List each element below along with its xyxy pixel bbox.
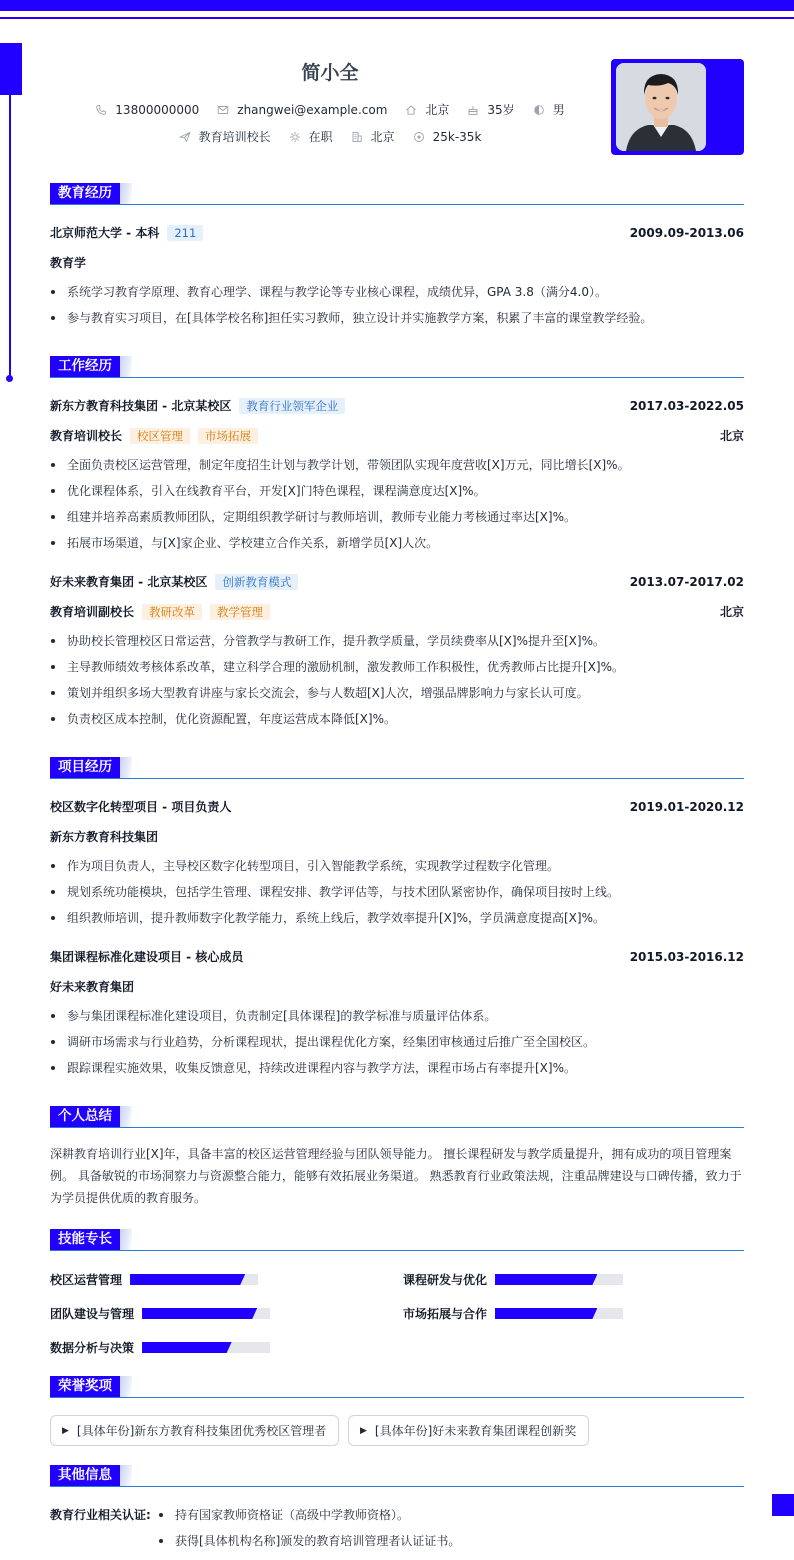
education-section-header — [50, 183, 744, 205]
project-1-header — [50, 798, 744, 815]
work-1-role-tag: 市场拓展 — [198, 428, 258, 444]
target-position-text: 教育培训校长 — [198, 130, 271, 144]
education-section-title: 教育经历 — [50, 183, 120, 204]
list-item: 跟踪课程实施效果，收集反馈意见，持续改进课程内容与教学方法，课程市场占有率提升[X]%。 — [50, 1055, 744, 1081]
money-icon — [413, 131, 425, 143]
education-major-row — [50, 254, 744, 271]
work-entry-2-header — [50, 573, 744, 590]
skill-bar — [130, 1274, 258, 1285]
contact-row — [0, 101, 660, 118]
skill-fill — [495, 1274, 597, 1285]
skill-item — [50, 1305, 270, 1322]
projects-section-title: 项目经历 — [50, 757, 120, 778]
job-intent-row — [0, 128, 660, 145]
awards-section-title: 荣誉奖项 — [50, 1376, 120, 1397]
status-gear-icon — [289, 131, 301, 143]
section-title-tail — [120, 1376, 132, 1397]
work-1-bullets — [50, 452, 744, 556]
send-icon — [179, 131, 191, 143]
project-1-org: 新东方教育科技集团 — [50, 830, 159, 844]
education-bullets — [50, 279, 744, 331]
other-list — [158, 1502, 460, 1554]
project-1-dates: 2019.01-2020.12 — [629, 799, 744, 814]
left-timeline-dot — [6, 375, 13, 382]
cake-icon — [467, 104, 479, 116]
project-2-org: 好未来教育集团 — [50, 980, 135, 994]
work-2-role: 教育培训副校长 — [50, 605, 135, 619]
list-item: 主导教师绩效考核体系改革，建立科学合理的激励机制，激发教师工作积极性，优秀教师占比提升[X]%。 — [50, 654, 744, 680]
education-tag: 211 — [167, 225, 203, 241]
skill-item — [403, 1271, 623, 1288]
section-title-tail — [120, 1465, 132, 1486]
summary-section-title: 个人总结 — [50, 1106, 120, 1127]
home-icon — [405, 104, 417, 116]
bottom-right-accent-block — [772, 1494, 794, 1516]
gender-text: 男 — [552, 103, 565, 117]
location-text: 北京 — [425, 103, 450, 117]
education-major: 教育学 — [50, 256, 87, 270]
work-2-dates: 2013.07-2017.02 — [629, 574, 744, 589]
skill-bar — [495, 1308, 623, 1319]
age-item — [467, 101, 514, 118]
skill-name: 校区运营管理 — [50, 1273, 123, 1287]
skills-section-header — [50, 1229, 744, 1251]
gender-icon — [533, 104, 545, 116]
work-2-role-tag: 教研改革 — [142, 604, 202, 620]
list-item: 参与集团课程标准化建设项目，负责制定[具体课程]的教学标准与质量评估体系。 — [50, 1003, 744, 1029]
skill-item — [50, 1339, 270, 1356]
project-2-dates: 2015.03-2016.12 — [629, 949, 744, 964]
skill-item — [403, 1305, 623, 1322]
summary-section-header — [50, 1106, 744, 1128]
project-2-org-row — [50, 978, 744, 995]
target-city-item — [351, 128, 395, 145]
work-2-company: 好未来教育集团 - 北京某校区 — [50, 575, 208, 589]
work-1-role-tag: 校区管理 — [130, 428, 190, 444]
skills-section-title: 技能专长 — [50, 1229, 120, 1250]
other-section-title: 其他信息 — [50, 1465, 120, 1486]
list-item: 策划并组织多场大型教育讲座与家长交流会，参与人数超[X]人次，增强品牌影响力与家长认可度。 — [50, 680, 744, 706]
list-item: 规划系统功能模块，包括学生管理、课程安排、教学评估等，与技术团队紧密协作，确保项目按时上线。 — [50, 879, 744, 905]
salary-text: 25k-35k — [432, 129, 482, 144]
list-item: 协助校长管理校区日常运营，分管教学与教研工作，提升教学质量，学员续费率从[X]%提升至[X]%。 — [50, 628, 744, 654]
list-item: 获得[具体机构名称]颁发的教育培训管理者认证证书。 — [158, 1528, 460, 1554]
skill-bar — [142, 1308, 270, 1319]
award-text: [具体年份]好未来教育集团课程创新奖 — [374, 1424, 577, 1438]
education-dates: 2009.09-2013.06 — [629, 225, 744, 240]
award-text: [具体年份]新东方教育科技集团优秀校区管理者 — [76, 1424, 327, 1438]
building-icon — [351, 131, 363, 143]
skill-fill — [142, 1308, 257, 1319]
work-section-header — [50, 356, 744, 378]
education-school: 北京师范大学 - 本科 — [50, 226, 160, 240]
skill-bar — [495, 1274, 623, 1285]
other-section-header — [50, 1465, 744, 1487]
work-2-bullets — [50, 628, 744, 732]
status-item — [289, 128, 333, 145]
top-accent-bar — [0, 0, 794, 11]
list-item: 组织教师培训，提升教师数字化教学能力，系统上线后，教学效率提升[X]%，学员满意度提高[X]%。 — [50, 905, 744, 931]
skill-name: 课程研发与优化 — [403, 1273, 488, 1287]
work-1-company-tag: 教育行业领军企业 — [239, 398, 345, 414]
play-triangle-icon: ▶ — [360, 1425, 367, 1436]
email-item — [217, 103, 387, 117]
award-item — [50, 1415, 339, 1446]
work-entry-2-role-row — [50, 603, 744, 620]
list-item: 调研市场需求与行业趋势，分析课程现状，提出课程优化方案，经集团审核通过后推广至全国校区。 — [50, 1029, 744, 1055]
project-2-header — [50, 948, 744, 965]
list-item: 系统学习教育学原理、教育心理学、课程与教学论等专业核心课程，成绩优异，GPA 3.8（满分4.0）。 — [50, 279, 744, 305]
list-item: 组建并培养高素质教师团队，定期组织教学研讨与教师培训，教师专业能力考核通过率达[X]%。 — [50, 504, 744, 530]
phone-text[interactable]: 13800000000 — [115, 102, 200, 117]
work-entry-1-role-row — [50, 427, 744, 444]
phone-item — [95, 103, 199, 117]
projects-section-header — [50, 757, 744, 779]
profile-photo — [616, 63, 706, 151]
top-accent-line — [0, 17, 794, 19]
work-entry-1-header — [50, 397, 744, 414]
section-title-tail — [120, 183, 132, 204]
section-title-tail — [120, 1229, 132, 1250]
skill-item — [50, 1271, 258, 1288]
awards-section-header — [50, 1376, 744, 1398]
phone-icon — [95, 104, 107, 116]
other-label: 教育行业相关认证: — [50, 1508, 151, 1522]
profile-photo-frame — [611, 59, 744, 155]
section-title-tail — [120, 757, 132, 778]
list-item: 全面负责校区运营管理，制定年度招生计划与教学计划，带领团队实现年度营收[X]万元，同比增长[X]%。 — [50, 452, 744, 478]
skill-name: 市场拓展与合作 — [403, 1307, 488, 1321]
work-1-company: 新东方教育科技集团 - 北京某校区 — [50, 399, 232, 413]
project-1-org-row — [50, 828, 744, 845]
project-1-title: 校区数字化转型项目 - 项目负责人 — [50, 800, 232, 814]
target-position-item — [179, 128, 271, 145]
work-2-company-tag: 创新教育模式 — [215, 574, 298, 590]
list-item: 参与教育实习项目，在[具体学校名称]担任实习教师，独立设计并实施教学方案，积累了丰富的课堂教学经验。 — [50, 305, 744, 331]
work-2-role-tag: 教学管理 — [210, 604, 270, 620]
project-2-title: 集团课程标准化建设项目 - 核心成员 — [50, 950, 244, 964]
work-1-city: 北京 — [719, 429, 744, 443]
work-section-title: 工作经历 — [50, 356, 120, 377]
award-item — [348, 1415, 589, 1446]
salary-item — [413, 130, 482, 144]
education-entry-header — [50, 224, 744, 241]
list-item: 作为项目负责人，主导校区数字化转型项目，引入智能教学系统，实现教学过程数字化管理。 — [50, 853, 744, 879]
skill-name: 团队建设与管理 — [50, 1307, 135, 1321]
email-text[interactable]: zhangwei@example.com — [237, 102, 388, 117]
skill-fill — [495, 1308, 597, 1319]
gender-item — [533, 101, 565, 118]
skill-fill — [130, 1274, 245, 1285]
work-2-city: 北京 — [719, 605, 744, 619]
summary-text: 深耕教育培训行业[X]年，具备丰富的校区运营管理经验与团队领导能力。 擅长课程研发与教学质量提升，拥有成功的项目管理案例。 具备敏锐的市场洞察力与资源整合能力，能够有效拓展业务渠道。 熟悉教育行业政策法规，注重品牌建设与口碑传播，致力于为学员提供优质的教育服务。 — [50, 1147, 742, 1205]
list-item: 优化课程体系，引入在线教育平台，开发[X]门特色课程，课程满意度达[X]%。 — [50, 478, 744, 504]
work-1-role: 教育培训校长 — [50, 429, 123, 443]
skill-fill — [142, 1342, 232, 1353]
work-1-dates: 2017.03-2022.05 — [629, 398, 744, 413]
mail-icon — [217, 104, 229, 116]
section-title-tail — [120, 1106, 132, 1127]
skill-name: 数据分析与决策 — [50, 1341, 135, 1355]
project-2-bullets — [50, 1003, 744, 1081]
list-item: 持有国家教师资格证（高级中学教师资格）。 — [158, 1502, 460, 1528]
project-1-bullets — [50, 853, 744, 931]
resume-name: 简小全 — [301, 62, 359, 84]
list-item: 负责校区成本控制，优化资源配置，年度运营成本降低[X]%。 — [50, 706, 744, 732]
section-title-tail — [120, 356, 132, 377]
target-city-text: 北京 — [370, 130, 395, 144]
location-item — [405, 101, 449, 118]
skill-bar — [142, 1342, 270, 1353]
play-triangle-icon: ▶ — [62, 1425, 69, 1436]
list-item: 拓展市场渠道，与[X]家企业、学校建立合作关系，新增学员[X]人次。 — [50, 530, 744, 556]
status-text: 在职 — [308, 130, 333, 144]
age-text: 35岁 — [487, 103, 515, 117]
